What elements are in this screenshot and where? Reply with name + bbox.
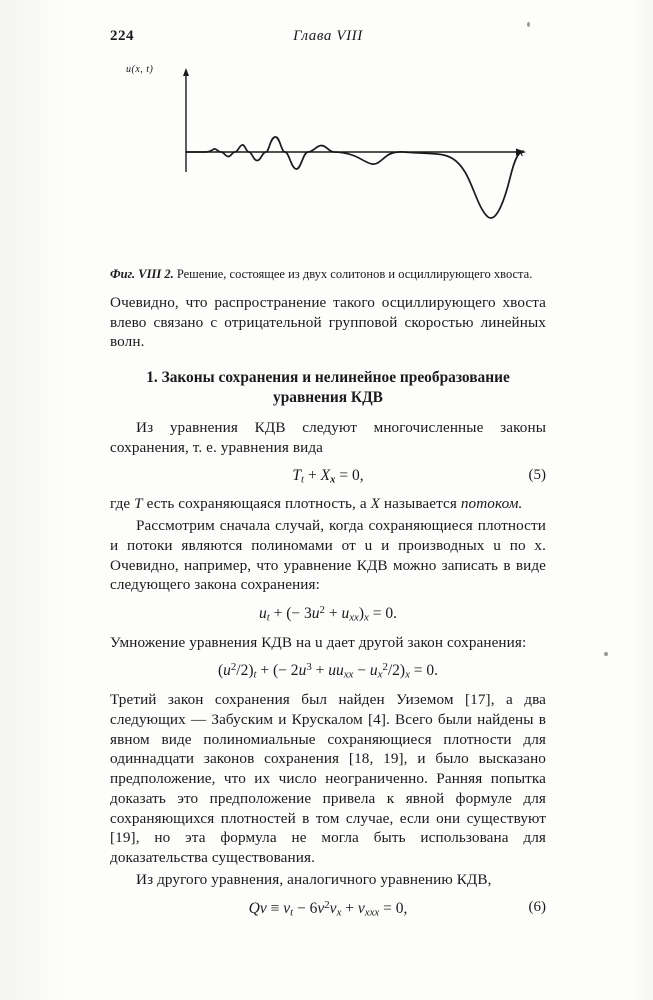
equation-conservation-2-row: [110, 661, 546, 681]
paragraph-3-part-a: где: [110, 495, 135, 513]
paragraph-7: Из другого уравнения, аналогичного уравнению КДВ,: [136, 870, 492, 888]
figure-caption-text: Решение, состоящее из двух солитонов и осциллирующего хвоста.: [176, 267, 533, 281]
scan-speck: [527, 22, 530, 27]
scan-edge-right: [623, 0, 653, 1000]
paragraph-3: [110, 494, 546, 514]
paragraph-1: Очевидно, что распространение такого осциллирующего хвоста влево связано с отрицательной групповой скоростью линейных волн.: [110, 293, 546, 351]
equation-conservation-1-row: [110, 604, 546, 624]
paragraph-3-part-c: называется: [379, 495, 461, 513]
scan-edge-left: [0, 0, 96, 1000]
section-heading: [110, 368, 546, 408]
equation-conservation-1-body: $u_t$ + (− $3u^2 + u_{xx})_x = 0$.: [259, 604, 397, 624]
paragraph-5: Умножение уравнения КДВ на u дает другой закон сохранения:: [110, 633, 527, 651]
equation-5-number: (5): [528, 466, 546, 483]
y-axis-arrow: [183, 68, 189, 76]
equation-5-row: [110, 467, 546, 486]
paragraph-6: Третий закон сохранения был найден Уиземом [17], а два следующих — Забуским и Крускалом [4]. Всего были найдены в явном виде полиномиальные сохраняющиеся плотности для одиннадцати законов сохранения [18, 19], и было высказано предположение, что их число неограниченно. Ранняя попытка доказать это предположение привела к явной формуле для сохраняющихся плотностей в том случае, если они существуют [19], но эта формула не могла быть использована для доказательства существования.: [110, 691, 546, 867]
paragraph-3-part-b: есть сохраняющаяся плотность, а: [142, 495, 371, 513]
figure-viii-2: [110, 60, 546, 260]
equation-6-number: (6): [528, 898, 546, 915]
page-content: [110, 28, 546, 927]
symbol-X: X: [370, 495, 380, 513]
page-number: 224: [110, 28, 134, 44]
symbol-T: T: [134, 495, 143, 513]
paragraph-4: Рассмотрим сначала случай, когда сохраняющиеся плотности и потоки являются полиномами от u и производных u по x. Очевидно, например, что уравнение КДВ можно записать в виде следующего закона сохранения:: [110, 517, 546, 594]
section-heading-line-1: 1. Законы сохранения и нелинейное преобразование: [146, 369, 510, 387]
equation-6-row: [110, 899, 546, 919]
solution-curve: [186, 137, 520, 218]
equation-5-body: $T_t + X_x = 0$,: [292, 466, 364, 486]
scan-speck: [604, 652, 608, 656]
figure-caption-label: Фиг. VIII 2.: [110, 267, 174, 281]
equation-conservation-2-body: $(u^2/2)_t$ + (− $2u^3 + uu_{xx} - u_x^2/2)_x = 0$.: [217, 661, 439, 682]
paragraph-2: Из уравнения КДВ следуют многочисленные законы сохранения, т. е. уравнения вида: [110, 419, 546, 456]
figure-y-axis-label: u(x, t): [126, 64, 154, 75]
chapter-title: Глава VIII: [293, 28, 363, 44]
figure-x-axis-label: x: [518, 144, 524, 159]
section-heading-line-2: уравнения КДВ: [273, 389, 383, 407]
figure-plot: [110, 60, 546, 260]
term-flow: потоком.: [460, 495, 523, 513]
figure-caption: [110, 266, 546, 283]
equation-6-body: $Qv \equiv v_t - 6v^2v_x + v_{xxx} = 0$,: [248, 898, 408, 919]
page-header: [110, 28, 546, 54]
